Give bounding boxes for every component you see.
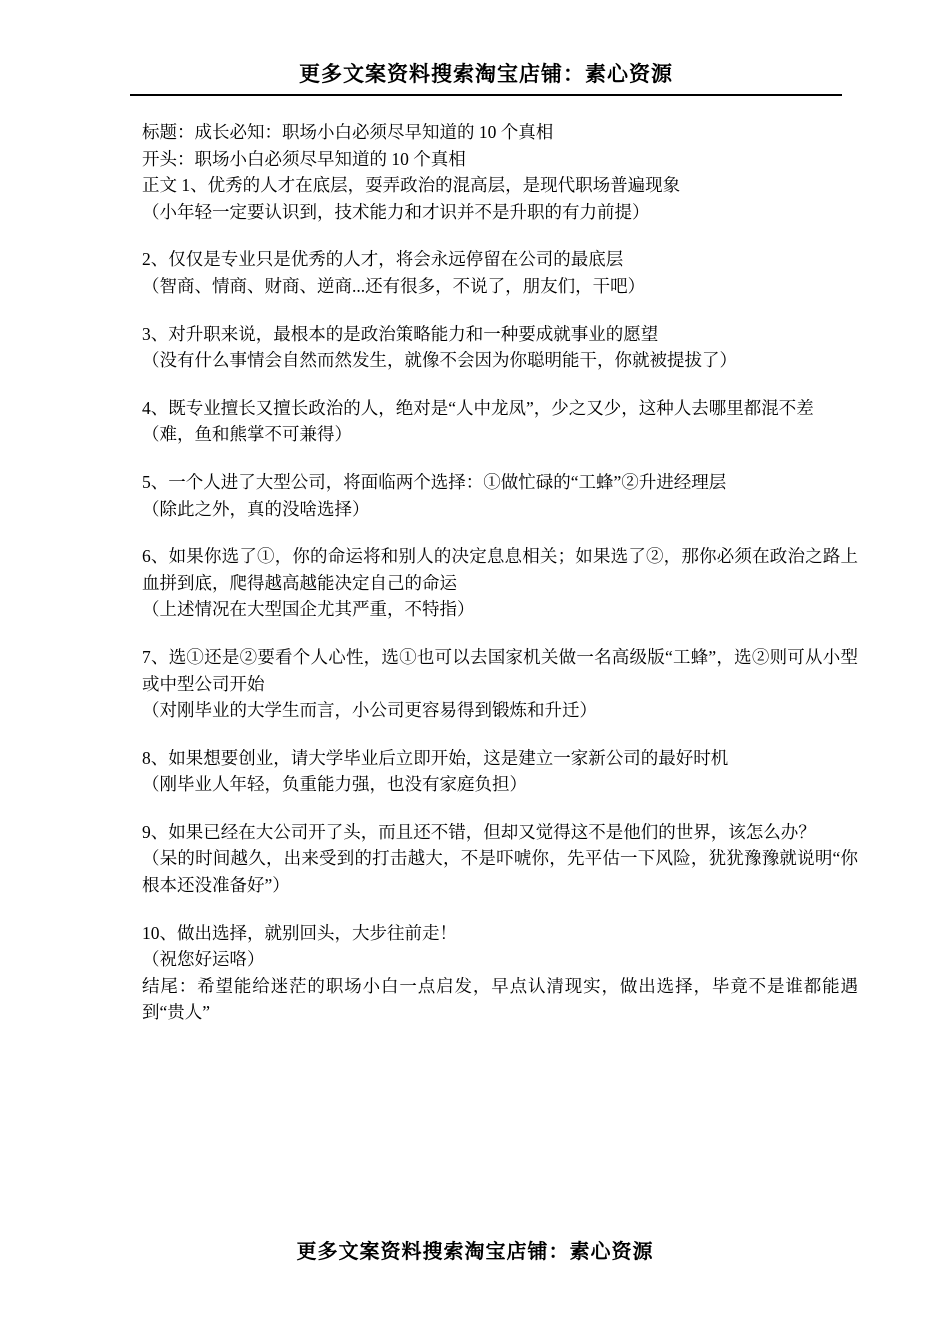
header-banner-text: 更多文案资料搜索淘宝店铺：素心资源: [299, 63, 673, 86]
document-body: [142, 119, 858, 1026]
item-8: [142, 745, 858, 798]
item-4: [142, 395, 858, 448]
item-9: [142, 819, 858, 899]
item-5-note: （除此之外，真的没啥选择）: [142, 498, 370, 519]
item-2: [142, 246, 858, 299]
item-3-main: 3、对升职来说，最根本的是政治策略能力和一种要成就事业的愿望: [142, 323, 659, 344]
item-10-main: 10、做出选择，就别回头，大步往前走！: [142, 922, 457, 943]
item-6-note: （上述情况在大型国企尤其严重，不特指）: [142, 599, 475, 620]
item-6-main: 6、如果你选了①，你的命运将和别人的决定息息相关；如果选了②，那你必须在政治之路上血拼到底，爬得越高越能决定自己的命运: [142, 546, 858, 593]
item-4-main: 4、既专业擅长又擅长政治的人，绝对是“人中龙凤”，少之又少，这种人去哪里都混不差: [142, 397, 814, 418]
item-4-note: （难，鱼和熊掌不可兼得）: [142, 424, 352, 445]
item-6: [142, 543, 858, 623]
item-7-main: 7、选①还是②要看个人心性，选①也可以去国家机关做一名高级版“工蜂”，选②则可从小型或中型公司开始: [142, 646, 858, 694]
item-8-note: （刚毕业人年轻，负重能力强，也没有家庭负担）: [142, 774, 527, 795]
item-3-note: （没有什么事情会自然而然发生，就像不会因为你聪明能干，你就被提拔了）: [142, 350, 737, 371]
item-9-note: （呆的时间越久，出来受到的打击越大，不是吓唬你，先平估一下风险，犹犹豫豫就说明“你根本还没准备好”）: [142, 848, 858, 896]
item-1-note: （小年轻一定要认识到，技术能力和才识并不是升职的有力前提）: [142, 201, 650, 222]
item-5: [142, 469, 858, 522]
item-2-main: 2、仅仅是专业只是优秀的人才，将会永远停留在公司的最底层: [142, 249, 624, 270]
item-7: [142, 644, 858, 724]
item-3: [142, 321, 858, 374]
item-5-main: 5、一个人进了大型公司，将面临两个选择：①做忙碌的“工蜂”②升进经理层: [142, 471, 727, 492]
header-banner: [130, 63, 842, 96]
ending-line: 结尾：希望能给迷茫的职场小白一点启发，早点认清现实，做出选择，毕竟不是谁都能遇到“贵人”: [142, 975, 858, 1023]
item-1-main: 正文 1、优秀的人才在底层，耍弄政治的混高层，是现代职场普遍现象: [142, 175, 681, 196]
item-7-note: （对刚毕业的大学生而言，小公司更容易得到锻炼和升迁）: [142, 700, 597, 721]
opening-line: 开头：职场小白必须尽早知道的 10 个真相: [142, 148, 466, 169]
item-10: [142, 920, 858, 973]
item-9-main: 9、如果已经在大公司开了头，而且还不错，但却又觉得这不是他们的世界，该怎么办？: [142, 821, 816, 842]
item-1: [142, 172, 858, 225]
item-2-note: （智商、情商、财商、逆商...还有很多，不说了，朋友们，干吧）: [142, 275, 646, 296]
item-10-note: （祝您好运咯）: [142, 949, 265, 970]
title-line: 标题：成长必知：职场小白必须尽早知道的 10 个真相: [142, 122, 554, 142]
footer-banner: [0, 1240, 950, 1264]
item-8-main: 8、如果想要创业，请大学毕业后立即开始，这是建立一家新公司的最好时机: [142, 747, 729, 768]
footer-banner-text: 更多文案资料搜索淘宝店铺：素心资源: [296, 1241, 654, 1263]
